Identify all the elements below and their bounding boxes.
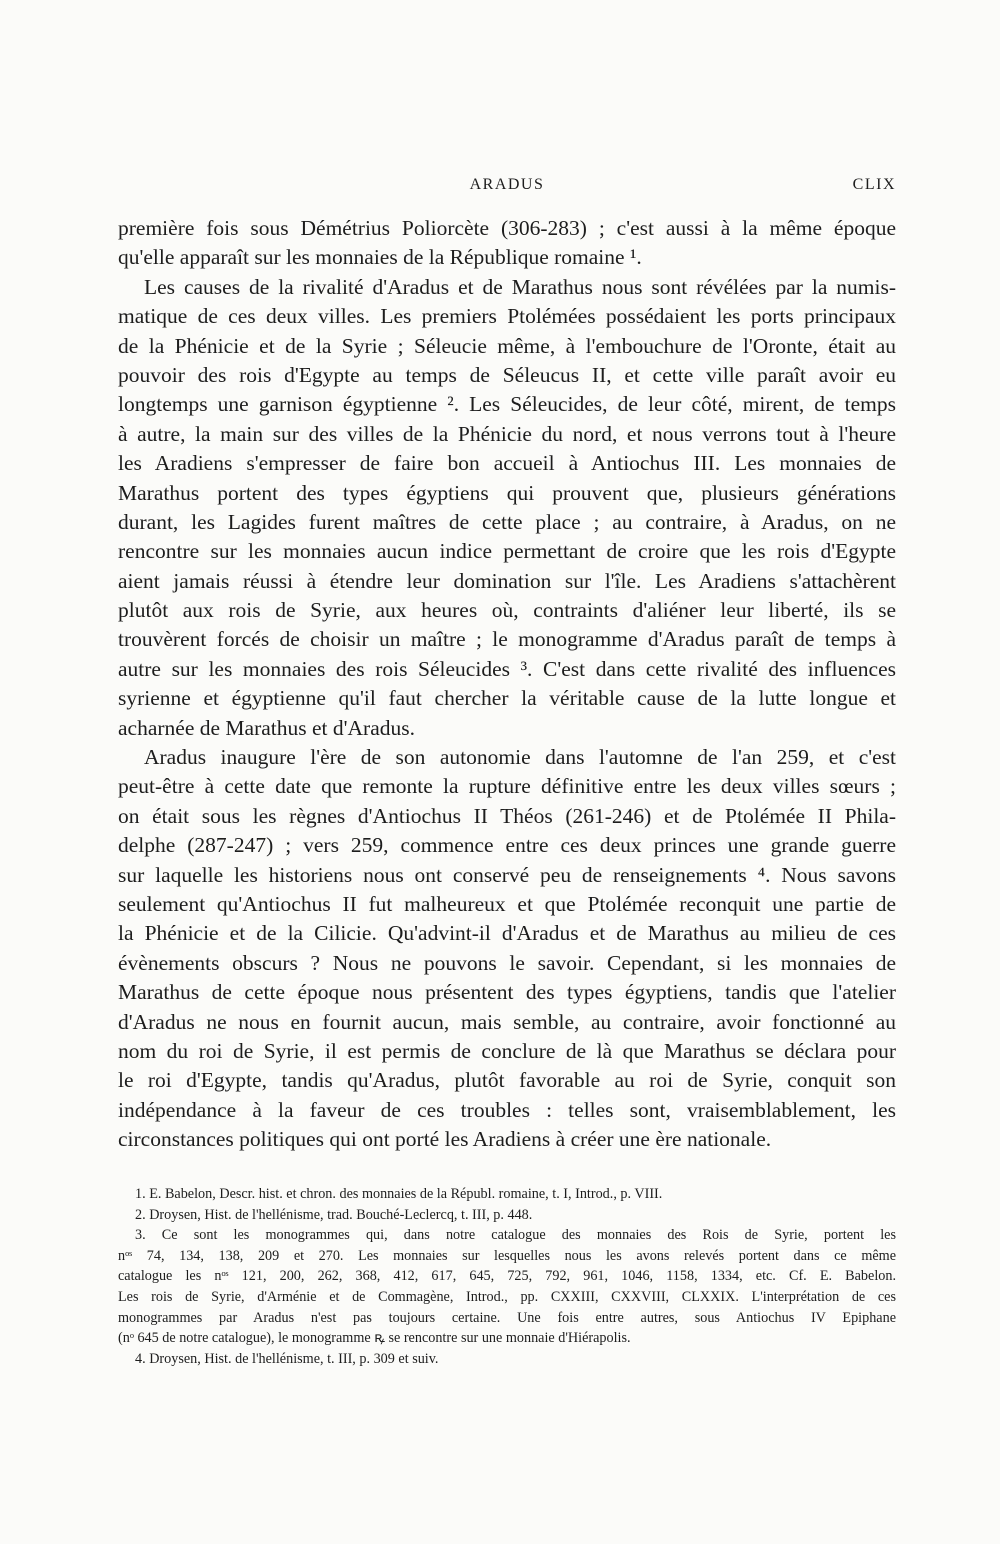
footnotes: [118, 1184, 896, 1369]
footnote-line: 3. Ce sont les monogrammes qui, dans notre catalogue des monnaies des Rois de Syrie, portent les: [135, 1227, 896, 1244]
body-line: Les causes de la rivalité d'Aradus et de Marathus nous sont révélées par la numis-: [144, 274, 896, 299]
body-line: plutôt aux rois de Syrie, aux heures où, contraints d'aliéner leur liberté, ils se: [118, 598, 896, 623]
body-line: indépendance à la faveur de ces troubles : telles sont, vraisemblablement, les: [118, 1097, 896, 1122]
body-line: peut-être à cette date que remonte la rupture définitive entre les deux villes sœurs ;: [118, 774, 896, 799]
body-line: matique de ces deux villes. Les premiers Ptolémées possédaient les ports principaux: [118, 304, 896, 329]
body-line: on était sous les règnes d'Antiochus II Théos (261-246) et de Ptolémée II Phila-: [118, 803, 896, 828]
body-line: durant, les Lagides furent maîtres de cette place ; au contraire, à Aradus, on ne: [118, 509, 896, 534]
body-line: seulement qu'Antiochus II fut malheureux et que Ptolémée reconquit une partie de: [118, 891, 896, 916]
body-line: la Phénicie et de la Cilicie. Qu'advint-il d'Aradus et de Marathus au milieu de ces: [118, 921, 896, 946]
footnote-line: monogrammes par Aradus n'est pas toujours certaine. Une fois entre autres, sous Antiochus IV Epiphane: [118, 1309, 896, 1326]
body-line: Marathus de cette époque nous présentent des types égyptiens, tandis que l'atelier: [118, 980, 896, 1005]
running-head: [118, 176, 896, 200]
body-line: d'Aradus ne nous en fournit aucun, mais semble, au contraire, avoir fonctionné au: [118, 1009, 896, 1034]
body-line: de la Phénicie et de la Syrie ; Séleucie même, à l'embouchure de l'Oronte, était au: [118, 333, 896, 358]
body-line: les Aradiens s'empresser de faire bon accueil à Antiochus III. Les monnaies de: [118, 451, 896, 476]
body-line: delphe (287-247) ; vers 259, commence entre ces deux princes une grande guerre: [118, 833, 896, 858]
body-line: longtemps une garnison égyptienne ². Les Séleucides, de leur côté, mirent, de temps: [118, 392, 896, 417]
body-line: syrienne et égyptienne qu'il faut chercher la véritable cause de la lutte longue et: [118, 686, 896, 711]
footnote-line: 2. Droysen, Hist. de l'hellénisme, trad. Bouché-Leclercq, t. III, p. 448.: [135, 1206, 533, 1223]
body-line: acharnée de Marathus et d'Aradus.: [118, 715, 415, 740]
body-line: aient jamais réussi à étendre leur domination sur l'île. Les Aradiens s'attachèrent: [118, 568, 896, 593]
body-line: rencontre sur les monnaies aucun indice permettant de croire que les rois d'Egypte: [118, 539, 896, 564]
body-line: le roi d'Egypte, tandis qu'Aradus, plutôt favorable au roi de Syrie, conquit son: [118, 1068, 896, 1093]
body-line: pouvoir des rois d'Egypte au temps de Séleucus II, et cette ville paraît avoir eu: [118, 362, 896, 387]
body-line: Aradus inaugure l'ère de son autonomie dans l'automne de l'an 259, et c'est: [144, 745, 896, 770]
footnote-line: Les rois de Syrie, d'Arménie et de Commagène, Introd., pp. CXXIII, CXXVIII, CLXXIX. L'interprétation de ces: [118, 1288, 896, 1305]
body-line: trouvèrent forcés de choisir un maître ; le monogramme d'Aradus paraît de temps à: [118, 627, 896, 652]
body-text: [118, 214, 896, 1155]
body-line: évènements obscurs ? Nous ne pouvons le savoir. Cependant, si les monnaies de: [118, 950, 896, 975]
body-line: circonstances politiques qui ont porté les Aradiens à créer une ère nationale.: [118, 1127, 772, 1152]
footnote-line: catalogue les nᵒˢ 121, 200, 262, 368, 412, 617, 645, 725, 792, 961, 1046, 1158, 1334, etc. Cf. E. Babelon.: [118, 1268, 896, 1285]
footnote-line: nᵒˢ 74, 134, 138, 209 et 270. Les monnaies sur lesquelles nous les avons relevés portent dans ce même: [118, 1247, 896, 1264]
body-line: nom du roi de Syrie, il est permis de conclure de là que Marathus se déclara pour: [118, 1038, 896, 1063]
body-line: Marathus portent des types égyptiens qui prouvent que, plusieurs générations: [118, 480, 896, 505]
page-number: CLIX: [852, 176, 896, 193]
body-line: sur laquelle les historiens nous ont conservé peu de renseignements ⁴. Nous savons: [118, 862, 896, 887]
footnote-line: 4. Droysen, Hist. de l'hellénisme, t. III, p. 309 et suiv.: [135, 1350, 439, 1367]
body-line: autre sur les monnaies des rois Séleucides ³. C'est dans cette rivalité des influences: [118, 656, 896, 681]
body-line: première fois sous Démétrius Poliorcète (306-283) ; c'est aussi à la même époque: [118, 216, 896, 240]
footnote-line: (nᵒ 645 de notre catalogue), le monogramme ꝶ se rencontre sur une monnaie d'Hiérapolis.: [118, 1330, 631, 1347]
footnote-line: 1. E. Babelon, Descr. hist. et chron. des monnaies de la Républ. romaine, t. I, Introd., p. VIII.: [135, 1186, 663, 1202]
running-title: ARADUS: [469, 176, 545, 193]
body-line: à autre, la main sur des villes de la Phénicie du nord, et nous verrons tout à l'heure: [118, 421, 896, 446]
body-line: qu'elle apparaît sur les monnaies de la République romaine ¹.: [118, 245, 642, 270]
